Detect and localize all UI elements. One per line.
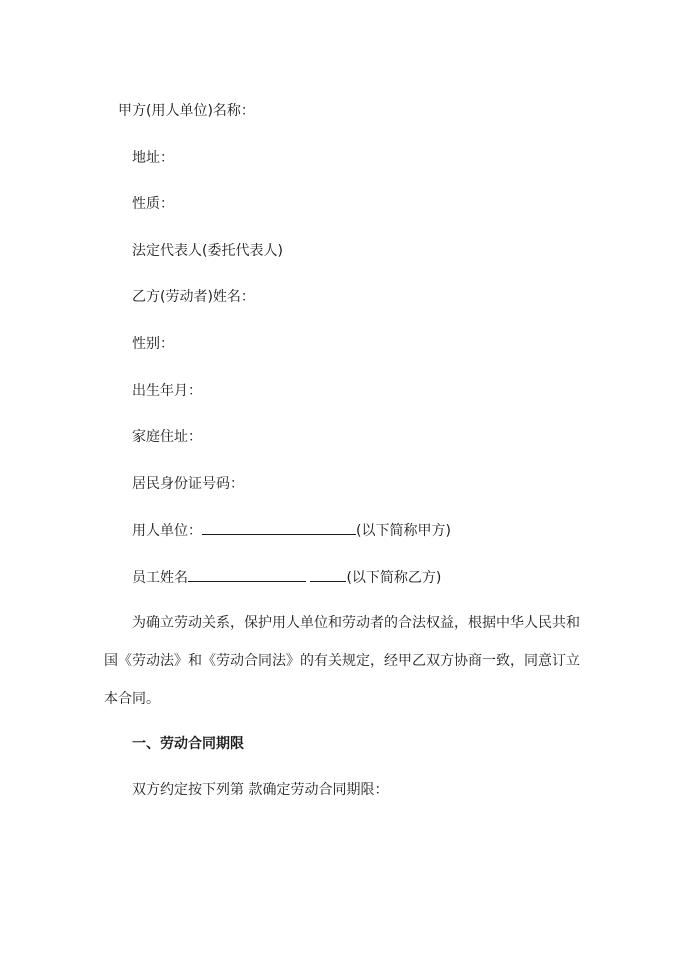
section-1-heading: 一、劳动合同期限 [132, 736, 244, 752]
party-a-name-label: 甲方(用人单位)名称： [118, 103, 255, 119]
party-a-legal-rep-label: 法定代表人(委托代表人) [132, 243, 283, 259]
employer-blank [202, 520, 356, 535]
party-a-nature-label: 性质： [132, 196, 174, 212]
party-b-gender-label: 性别： [132, 336, 174, 352]
employer-line [132, 520, 451, 540]
party-b-birth-label: 出生年月： [132, 383, 202, 399]
party-b-home-address-label: 家庭住址： [132, 429, 202, 445]
preamble-paragraph: 为确立劳动关系，保护用人单位和劳动者的合法权益，根据中华人民共和国《劳动法》和《劳动合同法》的有关规定，经甲乙双方协商一致，同意订立本合同。 [104, 615, 580, 707]
employee-line [132, 567, 441, 587]
employee-label: 员工姓名 [132, 570, 188, 586]
party-b-name-label: 乙方(劳动者)姓名： [132, 289, 255, 305]
section-1-text: 双方约定按下列第 款确定劳动合同期限： [132, 782, 389, 798]
employee-blank-1 [188, 567, 306, 582]
employer-suffix: (以下简称甲方) [356, 523, 451, 539]
employer-label: 用人单位： [132, 523, 202, 539]
employee-suffix: (以下简称乙方) [346, 570, 442, 586]
party-b-id-label: 居民身份证号码： [132, 476, 244, 492]
employee-blank-2 [310, 567, 346, 582]
party-a-address-label: 地址： [132, 150, 174, 166]
